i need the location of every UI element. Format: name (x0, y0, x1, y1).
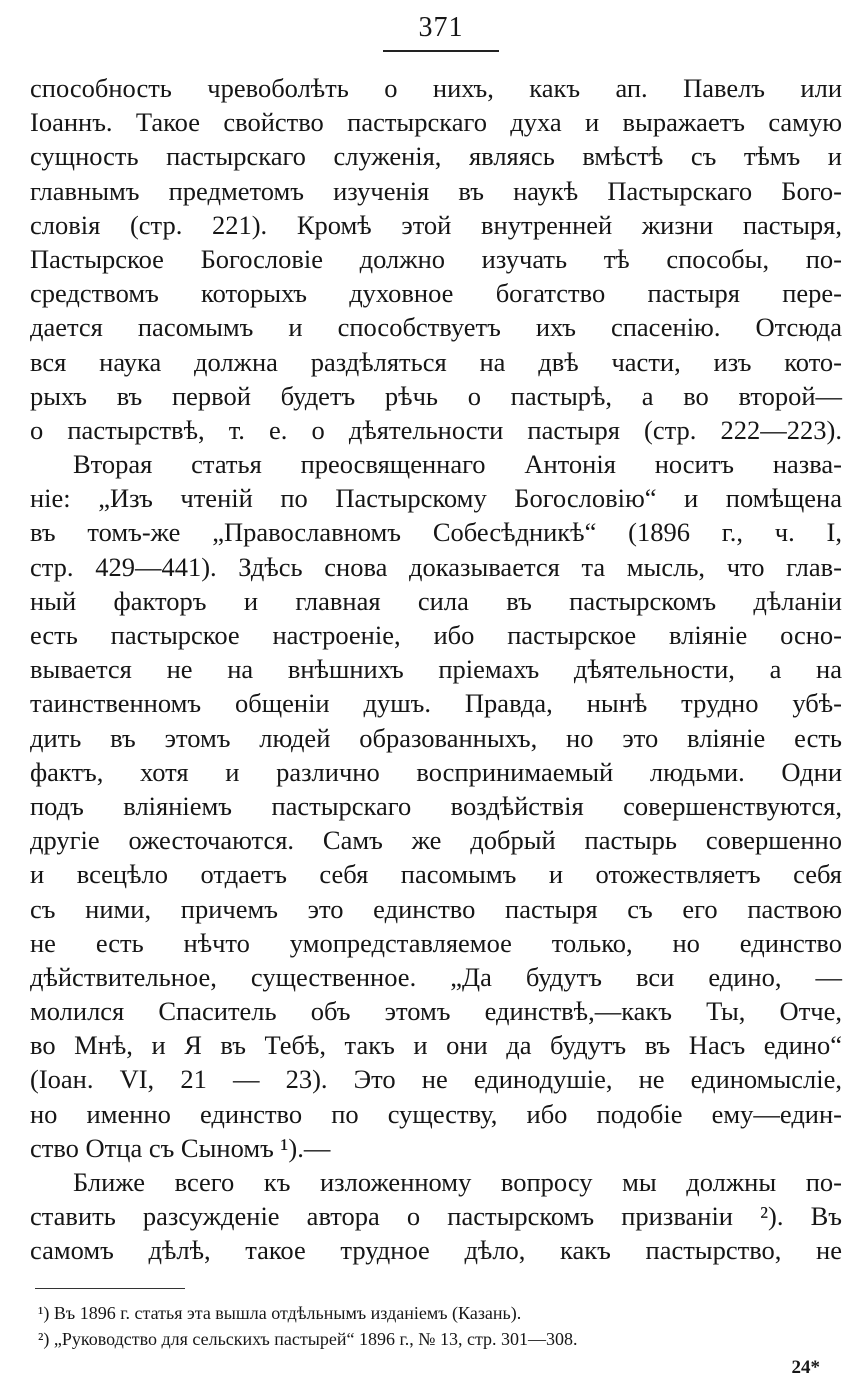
text-line: дить въ этомъ людей образованныхъ, но это вліяніе есть (30, 722, 842, 753)
text-line: дается пасомымъ и способствуетъ ихъ спасенію. Отсюда (30, 312, 842, 343)
text-line: вывается не на внѣшнихъ пріемахъ дѣятельности, а на (30, 654, 842, 685)
footnote: ¹) Въ 1896 г. статья эта вышла отдѣльнымъ изданіемъ (Казань). (38, 1303, 522, 1323)
text-line: другіе ожесточаются. Самъ же добрый пастырь совершенно (30, 825, 842, 856)
text-line: (Іоан. VI, 21 — 23). Это не единодушіе, не единомысліе, (30, 1064, 842, 1095)
text-line: Вторая статья преосвященнаго Антонія носитъ назва- (73, 449, 842, 480)
text-line: ніе: „Изъ чтеній по Пастырскому Богословію“ и помѣщена (30, 483, 842, 514)
text-line: въ томъ-же „Православномъ Собесѣдникѣ“ (1896 г., ч. I, (30, 517, 842, 548)
text-line: способность чревоболѣть о нихъ, какъ ап. Павелъ или (30, 73, 842, 103)
footnotes (38, 1300, 818, 1352)
text-line: главнымъ предметомъ изученія въ наукѣ Пастырскаго Бого- (30, 175, 842, 206)
text-line: ставить разсужденіе автора о пастырскомъ призваніи ²). Въ (30, 1201, 842, 1232)
text-line: вся наука должна раздѣляться на двѣ части, изъ кото- (30, 346, 842, 377)
text-line: есть пастырское настроеніе, ибо пастырское вліяніе осно- (30, 620, 842, 650)
text-line: но именно единство по существу, ибо подобіе ему—един- (30, 1098, 842, 1129)
text-line: рыхъ въ первой будетъ рѣчь о пастырѣ, а во второй— (30, 380, 842, 411)
text-line: о пастырствѣ, т. е. о дѣятельности пастыря (стр. 222—223). (30, 414, 842, 445)
text-line: съ ними, причемъ это единство пастыря съ его паствою (30, 893, 842, 924)
text-line: ный факторъ и главная сила въ пастырскомъ дѣланіи (30, 585, 842, 616)
text-line: молился Спаситель объ этомъ единствѣ,—какъ Ты, Отче, (30, 996, 842, 1027)
text-line: самомъ дѣлѣ, такое трудное дѣло, какъ пастырство, не (30, 1235, 842, 1266)
text-line: дѣйствительное, существенное. „Да будутъ вси едино, — (30, 961, 842, 992)
text-line: словія (стр. 221). Кромѣ этой внутренней жизни пастыря, (30, 209, 842, 240)
text-line: во Мнѣ, и Я въ Тебѣ, такъ и они да будутъ въ Насъ едино“ (30, 1030, 842, 1061)
text-line: подъ вліяніемъ пастырскаго воздѣйствія совершенствуются, (30, 790, 842, 821)
text-line: сущность пастырскаго служенія, являясь вмѣстѣ съ тѣмъ и (30, 141, 842, 172)
footnote-separator (35, 1288, 185, 1289)
text-line: и всецѣло отдаетъ себя пасомымъ и отожествляетъ себя (30, 859, 842, 890)
page-number: 371 (418, 12, 464, 43)
text-line: Пастырское Богословіе должно изучать тѣ способы, по- (30, 243, 842, 274)
header-rule (383, 50, 499, 52)
text-line: ство Отца съ Сыномъ ¹).— (30, 1132, 331, 1163)
text-line: Іоаннъ. Такое свойство пастырскаго духа и выражаетъ самую (30, 107, 842, 138)
text-line: стр. 429—441). Здѣсь снова доказывается та мысль, что глав- (30, 551, 842, 582)
footnote: ²) „Руководство для сельскихъ пастырей“ 1896 г., № 13, стр. 301—308. (38, 1329, 578, 1349)
text-line: средствомъ которыхъ духовное богатство пастыря пере- (30, 278, 842, 309)
body-text (30, 71, 842, 1268)
text-line: Ближе всего къ изложенному вопросу мы должны по- (73, 1167, 842, 1197)
text-line: фактъ, хотя и различно воспринимаемый людьми. Одни (30, 756, 842, 787)
text-line: таинственномъ общеніи душъ. Правда, нынѣ трудно убѣ- (30, 688, 842, 719)
text-line: не есть нѣчто умопредставляемое только, но единство (30, 927, 842, 958)
printer-signature: 24* (791, 1357, 820, 1378)
